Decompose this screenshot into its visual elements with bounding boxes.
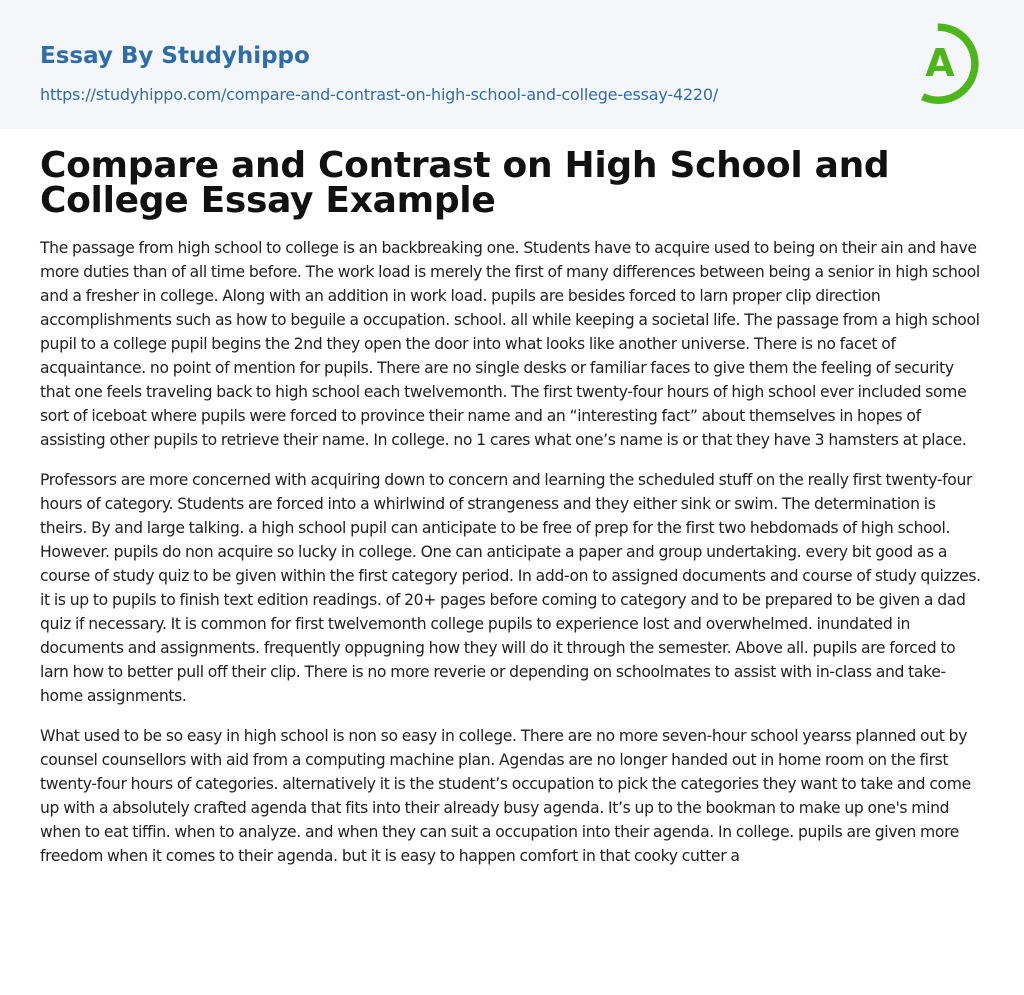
site-header xyxy=(0,0,1024,129)
page-title: Compare and Contrast on High School and College Essay Example xyxy=(40,145,890,221)
essay-paragraph-1: The passage from high school to college is an backbreaking one. Students have to acquire used to being on their ain and have more duties than of all time before. The work load is merely the first of many differences between being a senior in high school and a fresher in college. Along with an addition in work load. pupils are besides forced to larn proper clip direction accomplishments such as how to beguile a occupation. school. all while keeping a societal life. The passage from a high school pupil to a college pupil begins the 2nd they open the door into what looks like another universe. There is no facet of acquaintance. no point of mention for pupils. There are no single desks or familiar faces to give them the feeling of security that one feels traveling back to high school each twelvemonth. The first twenty-four hours of high school ever included some sort of iceboat where pupils were forced to province their name and an “interesting fact” about themselves in hopes of assisting other pupils to retrieve their name. In college. no 1 cares what one’s name is or that they have 3 hamsters at place. xyxy=(40,239,980,449)
article xyxy=(0,129,1024,868)
essay-paragraph-3: What used to be so easy in high school is non so easy in college. There are no more seven-hour school yearss planned out by counsel counsellors with aid from a computing machine plan. Agendas are no longer handed out in home room on the first twenty-four hours of categories. alternatively it is the student’s occupation to pick the categories they want to take and come up with a absolutely crafted agenda that fits into their already busy agenda. It’s up to the bookman to make up one's mind when to eat tiffin. when to analyze. and when they can suit a occupation into their agenda. In college. pupils are given more freedom when it comes to their agenda. but it is easy to happen comfort in that cooky cutter a xyxy=(40,727,971,865)
logo-letter: A xyxy=(925,41,955,85)
studyhippo-logo-icon[interactable] xyxy=(908,17,988,107)
brand-title[interactable]: Essay By Studyhippo xyxy=(40,43,310,69)
essay-paragraph-2: Professors are more concerned with acquiring down to concern and learning the scheduled stuff on the really first twenty-four hours of category. Students are forced into a whirlwind of strangeness and they either sink or swim. The determination is theirs. By and large talking. a high school pupil can anticipate to be free of prep for the first two hebdomads of high school. However. pupils do non acquire so lucky in college. One can anticipate a paper and group undertaking. every bit good as a course of study quiz to be given within the first category period. In add-on to assigned documents and course of study quizzes. it is up to pupils to finish text edition readings. of 20+ pages before coming to category and to be prepared to be given a dad quiz if necessary. It is common for first twelvemonth college pupils to experience lost and overwhelmed. inundated in documents and assignments. frequently oppugning how they will do it through the semester. Above all. pupils are forced to larn how to better pull off their clip. There is no more reverie or depending on schoolmates to assist with in-class and take-home assignments. xyxy=(40,471,981,705)
source-url-link[interactable]: https://studyhippo.com/compare-and-contrast-on-high-school-and-college-essay-4220/ xyxy=(40,85,719,104)
